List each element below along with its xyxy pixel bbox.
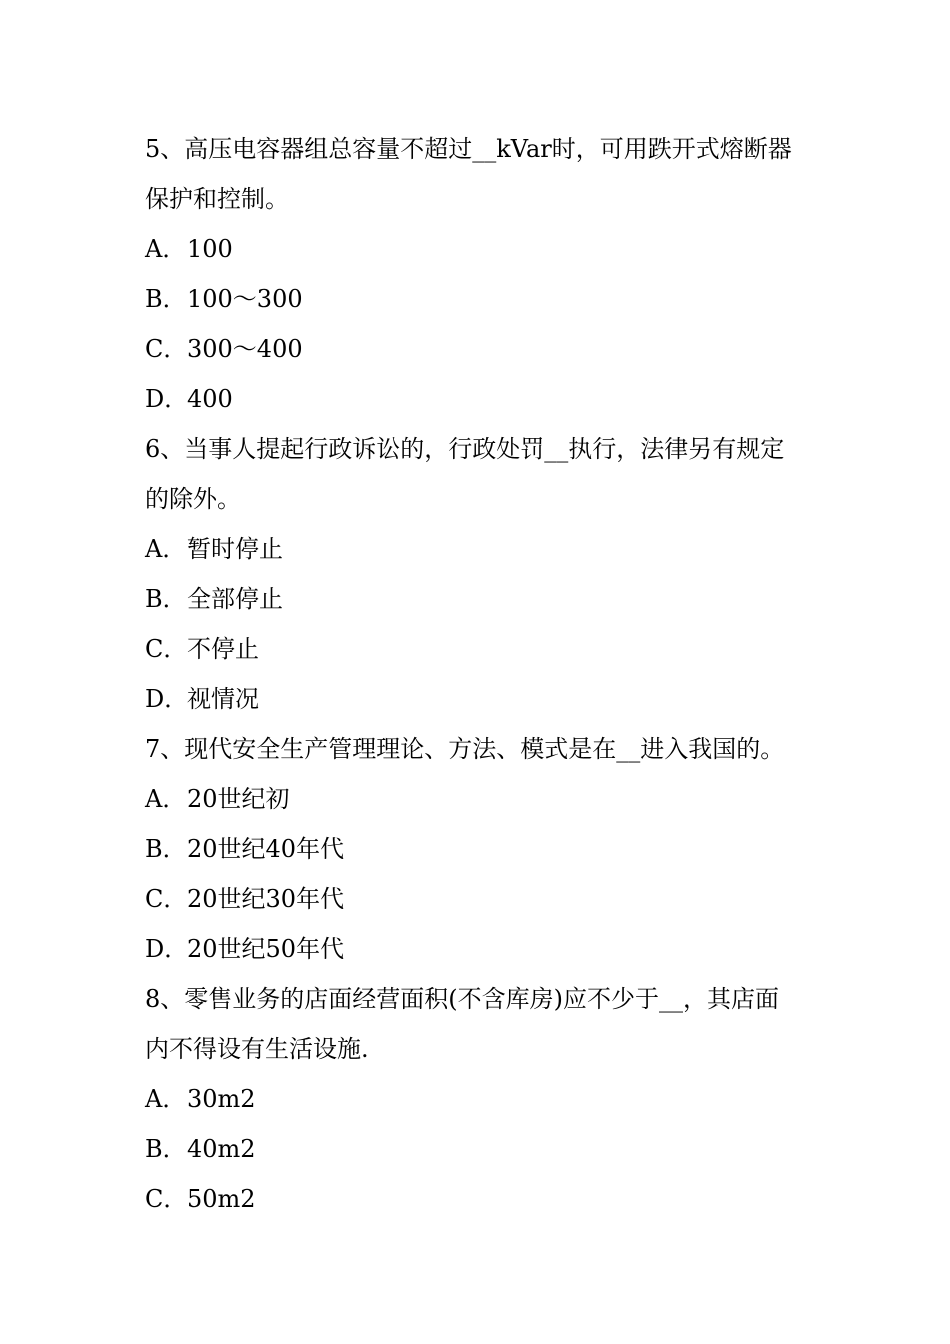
question-stem-line: 7、现代安全生产管理理论、方法、模式是在__进入我国的。 bbox=[145, 735, 785, 763]
question-stem-line: 保护和控制。 bbox=[145, 185, 289, 213]
option-text: 100～300 bbox=[187, 285, 303, 313]
option-c bbox=[145, 874, 810, 924]
option-letter: B． bbox=[145, 835, 187, 863]
question-stem-line: 6、当事人提起行政诉讼的，行政处罚__执行，法律另有规定 bbox=[145, 435, 785, 463]
option-letter: B． bbox=[145, 285, 187, 313]
document-page bbox=[145, 124, 810, 1224]
option-letter: C． bbox=[145, 1185, 188, 1213]
question-stem-line: 8、零售业务的店面经营面积(不含库房)应不少于__，其店面 bbox=[145, 985, 779, 1013]
option-text: 40m2 bbox=[187, 1135, 256, 1163]
option-c bbox=[145, 324, 810, 374]
question-8 bbox=[145, 974, 810, 1224]
option-b bbox=[145, 824, 810, 874]
option-letter: C． bbox=[145, 335, 188, 363]
option-a bbox=[145, 774, 810, 824]
option-text: 400 bbox=[187, 385, 233, 413]
question-stem-line: 内不得设有生活设施. bbox=[145, 1035, 369, 1063]
option-b bbox=[145, 274, 810, 324]
option-text: 300～400 bbox=[187, 335, 303, 363]
option-text: 全部停止 bbox=[187, 585, 283, 613]
option-a bbox=[145, 1074, 810, 1124]
option-letter: A． bbox=[145, 235, 187, 263]
option-b bbox=[145, 1124, 810, 1174]
question-stem-line: 的除外。 bbox=[145, 485, 241, 513]
option-b bbox=[145, 574, 810, 624]
option-letter: D． bbox=[145, 685, 189, 713]
option-text: 20世纪初 bbox=[187, 785, 290, 813]
option-c bbox=[145, 624, 810, 674]
question-stem-line: 5、高压电容器组总容量不超过__kVar时，可用跌开式熔断器 bbox=[145, 135, 792, 163]
option-letter: D． bbox=[145, 385, 189, 413]
option-letter: B． bbox=[145, 1135, 187, 1163]
option-text: 20世纪50年代 bbox=[187, 935, 345, 963]
question-6 bbox=[145, 424, 810, 724]
option-text: 不停止 bbox=[187, 635, 259, 663]
option-text: 20世纪30年代 bbox=[187, 885, 345, 913]
option-letter: A． bbox=[145, 535, 187, 563]
question-7 bbox=[145, 724, 810, 974]
option-text: 视情况 bbox=[187, 685, 259, 713]
option-a bbox=[145, 224, 810, 274]
option-letter: A． bbox=[145, 785, 187, 813]
option-d bbox=[145, 374, 810, 424]
question-5 bbox=[145, 124, 810, 424]
option-d bbox=[145, 674, 810, 724]
option-letter: B． bbox=[145, 585, 187, 613]
option-d bbox=[145, 924, 810, 974]
option-letter: C． bbox=[145, 885, 188, 913]
option-a bbox=[145, 524, 810, 574]
option-text: 30m2 bbox=[187, 1085, 256, 1113]
option-letter: C． bbox=[145, 635, 188, 663]
option-c bbox=[145, 1174, 810, 1224]
option-text: 暂时停止 bbox=[187, 535, 283, 563]
option-text: 100 bbox=[187, 235, 233, 263]
option-letter: D． bbox=[145, 935, 189, 963]
option-letter: A． bbox=[145, 1085, 187, 1113]
option-text: 20世纪40年代 bbox=[187, 835, 345, 863]
option-text: 50m2 bbox=[187, 1185, 256, 1213]
